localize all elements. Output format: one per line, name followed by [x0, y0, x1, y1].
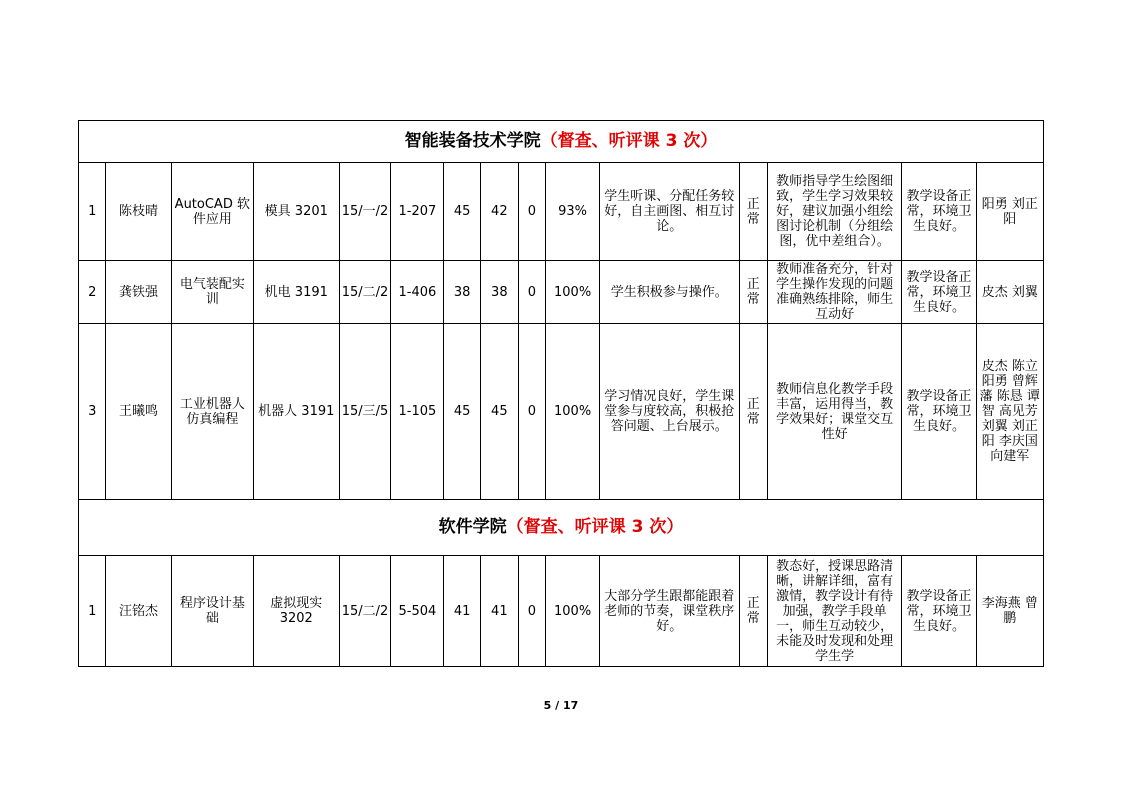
- environment-note: 教学设备正常，环境卫生良好。: [902, 324, 976, 500]
- environment-note: 教学设备正常，环境卫生良好。: [902, 556, 976, 667]
- teacher-evaluation: 教师信息化教学手段丰富，运用得当，教学效果好；课堂交互性好: [767, 324, 901, 500]
- teacher-name: 陈枝晴: [106, 163, 171, 261]
- class-name: 模具 3201: [254, 163, 339, 261]
- course-name: AutoCAD 软件应用: [171, 163, 253, 261]
- teacher-evaluation: 教师指导学生绘图细致，学生学习效果较好，建议加强小组绘图讨论机制（分组绘图，优中差组合）。: [767, 163, 901, 261]
- inspectors: 李海燕 曾鹏: [976, 556, 1043, 667]
- class-time: 15/一/2: [339, 163, 391, 261]
- inspection-table: [78, 120, 1044, 667]
- teacher-evaluation: 教态好，授课思路清晰，讲解详细，富有激情，教学设计有待加强，教学手段单一，师生互动较少，未能及时发现和处理学生学: [767, 556, 901, 667]
- section-header: [79, 121, 1044, 163]
- absent-count: 0: [518, 324, 545, 500]
- absent-count: 0: [518, 163, 545, 261]
- section-header: [79, 500, 1044, 556]
- student-evaluation: 大部分学生跟都能跟着老师的节奏，课堂秩序好。: [600, 556, 739, 667]
- class-name: 机器人 3191: [254, 324, 339, 500]
- actual-count: 41: [481, 556, 519, 667]
- order-status: 正常: [739, 556, 767, 667]
- environment-note: 教学设备正常，环境卫生良好。: [902, 163, 976, 261]
- student-evaluation: 学生积极参与操作。: [600, 261, 739, 324]
- teacher-name: 龚铁强: [106, 261, 171, 324]
- table-row: [79, 324, 1044, 500]
- classroom: 1-406: [391, 261, 444, 324]
- row-number: 1: [79, 556, 106, 667]
- student-evaluation: 学习情况良好，学生课堂参与度较高，积极抢答问题、上台展示。: [600, 324, 739, 500]
- class-time: 15/三/5: [339, 324, 391, 500]
- section-title: [79, 500, 1044, 556]
- attendance-rate: 100%: [546, 324, 600, 500]
- college-name: 智能装备技术学院: [404, 131, 541, 151]
- environment-note: 教学设备正常，环境卫生良好。: [902, 261, 976, 324]
- college-name: 软件学院: [438, 517, 507, 537]
- inspection-count-note: （督查、听评课 3 次）: [506, 517, 684, 537]
- teacher-evaluation: 教师准备充分，针对学生操作发现的问题准确熟练排除，师生互动好: [767, 261, 901, 324]
- section-title: [79, 121, 1044, 163]
- row-number: 2: [79, 261, 106, 324]
- teacher-name: 王曦鸣: [106, 324, 171, 500]
- inspection-count-note: （督查、听评课 3 次）: [540, 131, 718, 151]
- attendance-rate: 100%: [546, 261, 600, 324]
- absent-count: 0: [518, 261, 545, 324]
- class-time: 15/二/2: [339, 261, 391, 324]
- actual-count: 38: [481, 261, 519, 324]
- course-name: 电气装配实训: [171, 261, 253, 324]
- page-number: 5 / 17: [543, 699, 579, 712]
- table-row: [79, 261, 1044, 324]
- inspectors: 皮杰 陈立 阳勇 曾辉藩 陈恳 谭智 高见芳 刘翼 刘正阳 李庆国 向建军: [976, 324, 1043, 500]
- classroom: 1-105: [391, 324, 444, 500]
- table-row: [79, 163, 1044, 261]
- expected-count: 45: [444, 163, 481, 261]
- student-evaluation: 学生听课、分配任务较好，自主画图、相互讨论。: [600, 163, 739, 261]
- row-number: 3: [79, 324, 106, 500]
- classroom: 5-504: [391, 556, 444, 667]
- expected-count: 38: [444, 261, 481, 324]
- row-number: 1: [79, 163, 106, 261]
- inspectors: 阳勇 刘正阳: [976, 163, 1043, 261]
- class-time: 15/二/2: [339, 556, 391, 667]
- actual-count: 42: [481, 163, 519, 261]
- course-name: 程序设计基础: [171, 556, 253, 667]
- actual-count: 45: [481, 324, 519, 500]
- order-status: 正常: [739, 261, 767, 324]
- attendance-rate: 93%: [546, 163, 600, 261]
- classroom: 1-207: [391, 163, 444, 261]
- class-name: 机电 3191: [254, 261, 339, 324]
- inspectors: 皮杰 刘翼: [976, 261, 1043, 324]
- table-row: [79, 556, 1044, 667]
- course-name: 工业机器人仿真编程: [171, 324, 253, 500]
- expected-count: 45: [444, 324, 481, 500]
- teacher-name: 汪铭杰: [106, 556, 171, 667]
- order-status: 正常: [739, 163, 767, 261]
- absent-count: 0: [518, 556, 545, 667]
- expected-count: 41: [444, 556, 481, 667]
- order-status: 正常: [739, 324, 767, 500]
- class-name: 虚拟现实 3202: [254, 556, 339, 667]
- attendance-rate: 100%: [546, 556, 600, 667]
